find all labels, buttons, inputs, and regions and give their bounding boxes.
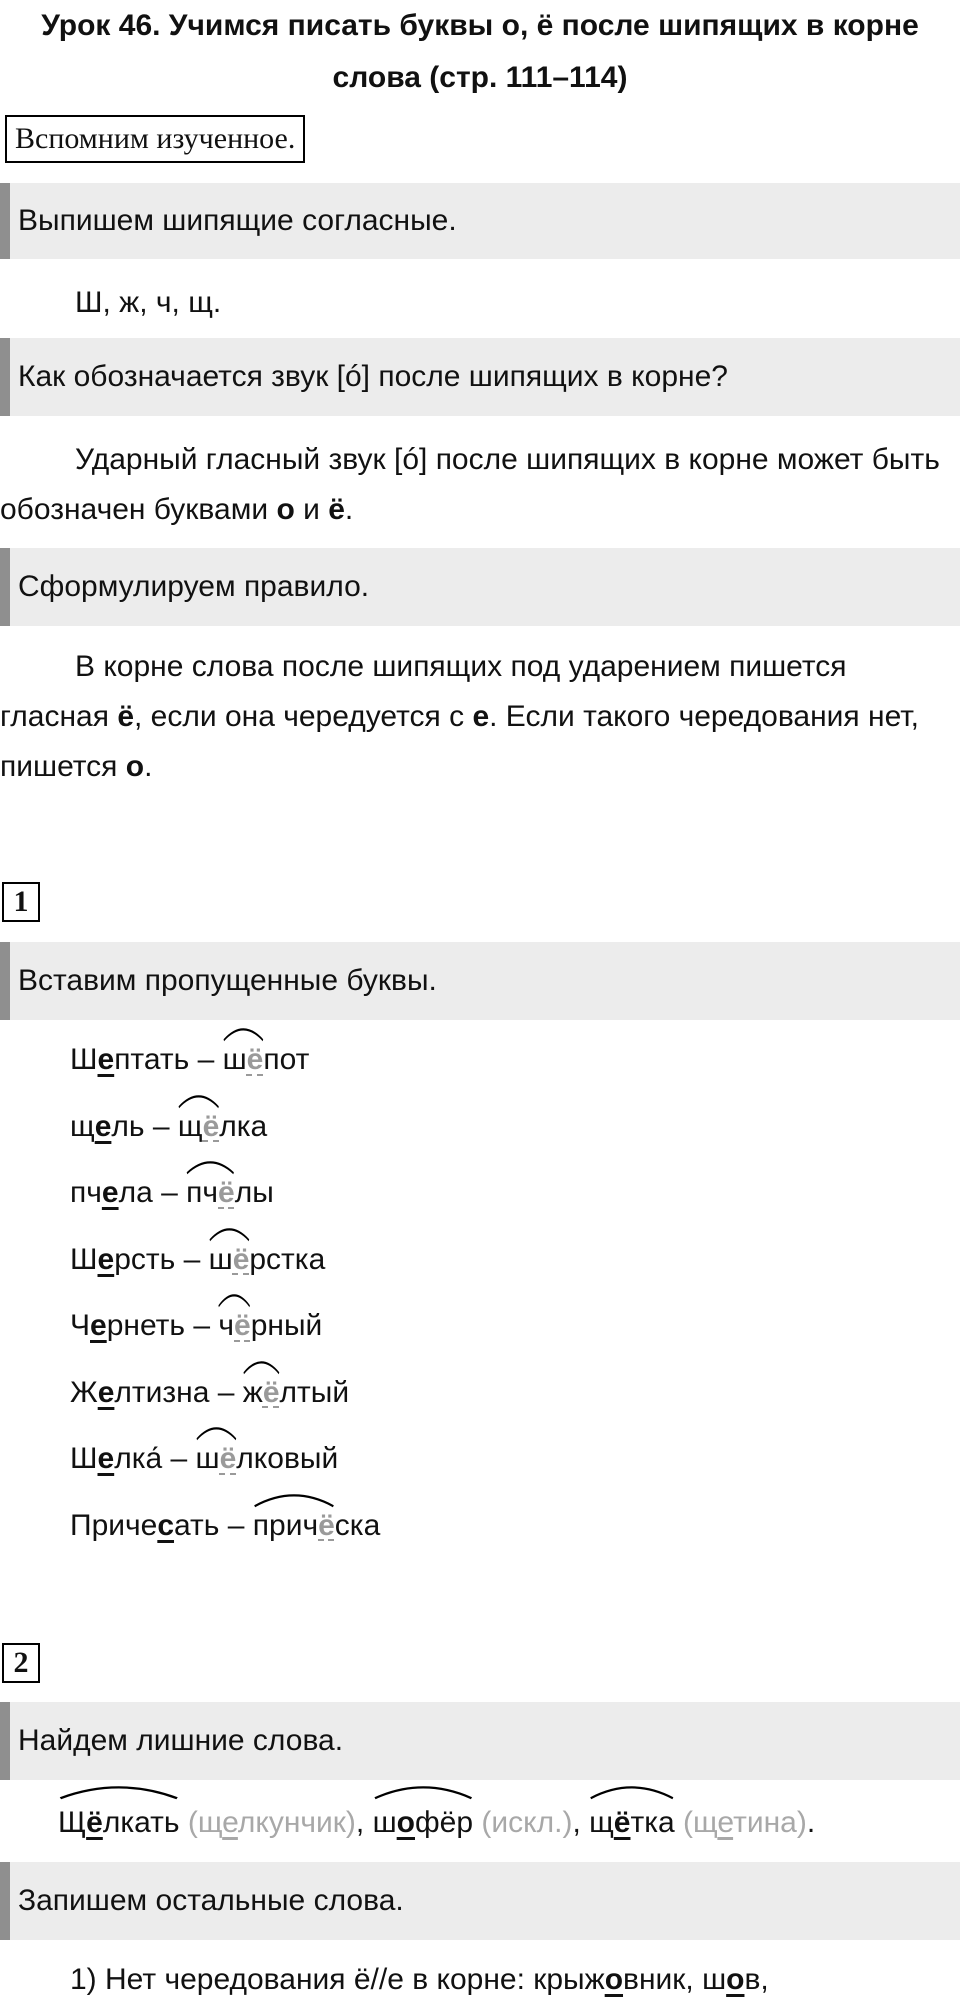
rule-text: , если она чередуется с xyxy=(134,700,473,733)
word-part: рсть xyxy=(114,1242,176,1276)
bold-letter: о xyxy=(276,493,295,526)
root-arc-icon xyxy=(243,1357,280,1375)
check-vowel: ё xyxy=(202,1109,220,1143)
question-text: Выпишем шипящие согласные. xyxy=(18,204,457,237)
dash: – xyxy=(209,1375,243,1409)
word-part: щ xyxy=(177,1109,203,1143)
word-root xyxy=(223,1040,264,1080)
dash: – xyxy=(189,1043,223,1076)
word-pair xyxy=(70,1240,325,1280)
vowel: о xyxy=(604,1963,624,1996)
vowel: о xyxy=(726,1963,745,1996)
word-pair xyxy=(70,1040,309,1080)
word-pair xyxy=(70,1373,349,1413)
check-vowel: ё xyxy=(318,1508,335,1542)
word-part: щ xyxy=(70,1109,95,1143)
hint-vowel: е xyxy=(717,1806,734,1839)
vowel: ё xyxy=(86,1806,103,1839)
word-part: ска xyxy=(334,1508,381,1542)
word-pair xyxy=(70,1306,322,1346)
word-part: рстка xyxy=(249,1242,326,1276)
check-vowel: ё xyxy=(232,1242,250,1276)
bold-letter: ё xyxy=(117,700,134,733)
word-root xyxy=(178,1107,219,1147)
word-part: лтизна xyxy=(114,1375,210,1409)
word-root xyxy=(218,1306,250,1346)
vowel: е xyxy=(97,1442,115,1475)
rule-text: . xyxy=(144,750,153,783)
root-arc-icon xyxy=(253,1490,335,1508)
vowel: е xyxy=(97,1375,115,1409)
vowel: е xyxy=(90,1309,107,1342)
root-arc-icon xyxy=(196,1423,237,1441)
word-part: пот xyxy=(263,1043,310,1076)
word-part: ль xyxy=(111,1109,145,1143)
word-part: ж xyxy=(242,1375,263,1409)
list-item xyxy=(70,1955,769,2000)
word-root xyxy=(209,1240,250,1280)
word-part: лтый xyxy=(279,1375,350,1409)
bold-letter: о xyxy=(125,750,145,783)
answer-text: Ш, ж, ч, щ. xyxy=(75,286,222,319)
bold-letter: е xyxy=(472,700,490,733)
rule-paragraph xyxy=(0,642,960,792)
hint-text: (щ xyxy=(179,1806,223,1839)
vowel: е xyxy=(94,1109,112,1143)
word-part: Ч xyxy=(70,1309,90,1342)
question-bar xyxy=(0,338,960,416)
extra-words-line xyxy=(58,1798,815,1848)
word-part: щ xyxy=(589,1806,614,1839)
word-root xyxy=(373,1798,473,1848)
item-text: 1) Нет чередования ё//е в корне: крыж xyxy=(70,1963,605,1996)
word-part: рный xyxy=(250,1309,323,1342)
question-bar xyxy=(0,548,960,626)
dash: – xyxy=(144,1109,178,1143)
task2-prompt: Найдем лишние слова. xyxy=(18,1724,344,1757)
dash: – xyxy=(175,1242,209,1276)
word-part: лы xyxy=(234,1176,274,1209)
root-arc-icon xyxy=(178,1091,219,1109)
root-arc-icon xyxy=(186,1157,235,1175)
word-part: пч xyxy=(186,1176,218,1209)
task-number-1: 1 xyxy=(2,882,40,922)
task2-prompt2-bar xyxy=(0,1862,960,1940)
root-arc-icon xyxy=(223,1024,264,1042)
check-vowel: ё xyxy=(219,1442,237,1475)
word-root xyxy=(243,1373,280,1413)
answer-paragraph xyxy=(0,435,960,535)
bold-letter: ё xyxy=(328,493,345,526)
word-part: лка́ xyxy=(114,1442,163,1475)
answer-text: и xyxy=(294,493,329,526)
answer-text: Ударный гласный звук [ó] после шипящих в корне может быть обозначен буквами xyxy=(0,443,940,526)
hint-text: лкунчик) xyxy=(237,1806,356,1839)
root-arc-icon xyxy=(218,1290,250,1308)
separator: , xyxy=(355,1806,373,1839)
question-bar xyxy=(0,183,960,259)
item-text: в, xyxy=(744,1963,769,1996)
word-root xyxy=(186,1173,235,1213)
rule-text: . Если такого чередования нет, пишется xyxy=(0,700,920,783)
check-vowel: ё xyxy=(262,1375,280,1409)
vowel: е xyxy=(97,1043,115,1076)
word-pair xyxy=(70,1439,338,1479)
word-part: Ш xyxy=(70,1043,98,1076)
vowel: с xyxy=(157,1508,175,1542)
word-root xyxy=(196,1439,237,1479)
lesson-title-line2: слова (стр. 111–114) xyxy=(332,61,628,94)
word-pair xyxy=(70,1173,274,1213)
word-part: ч xyxy=(218,1309,234,1342)
word-pair xyxy=(70,1506,380,1546)
question-text: Как обозначается звук [ó] после шипящих в корне? xyxy=(18,360,728,393)
word-part: ш xyxy=(195,1442,220,1475)
word-part: Ш xyxy=(70,1242,98,1276)
word-part: фёр xyxy=(415,1806,474,1839)
hint-text: (искл.) xyxy=(473,1806,573,1839)
separator: , xyxy=(572,1806,590,1839)
word-part: ла xyxy=(118,1176,153,1209)
word-root xyxy=(58,1798,180,1848)
rule-text: В корне слова после шипящих под ударением пишется гласная xyxy=(0,650,847,733)
vowel: е xyxy=(101,1176,119,1209)
word-part: ш xyxy=(372,1806,397,1839)
task-number-2: 2 xyxy=(2,1643,40,1683)
word-root xyxy=(253,1506,335,1546)
word-part: ш xyxy=(208,1242,233,1276)
task1-prompt: Вставим пропущенные буквы. xyxy=(18,964,437,997)
lesson-title-line1: Урок 46. Учимся писать буквы о, ё после шипящих в корне xyxy=(41,9,919,42)
check-vowel: ё xyxy=(246,1043,264,1076)
task1-prompt-bar xyxy=(0,942,960,1020)
word-root xyxy=(589,1798,675,1848)
word-part: птать xyxy=(114,1043,190,1076)
recall-label: Вспомним изученное. xyxy=(5,115,305,163)
dash: – xyxy=(152,1176,187,1209)
separator: . xyxy=(806,1806,816,1839)
question-text: Сформулируем правило. xyxy=(18,570,370,603)
item-text: вник, ш xyxy=(623,1963,727,1996)
word-part: тка xyxy=(630,1806,675,1839)
dash: – xyxy=(219,1508,253,1542)
dash: – xyxy=(162,1442,196,1475)
task2-prompt2: Запишем остальные слова. xyxy=(18,1884,404,1917)
hint-text: (щ xyxy=(674,1806,718,1839)
answer-text: . xyxy=(344,493,354,526)
word-part: Приче xyxy=(70,1508,158,1542)
root-arc-icon xyxy=(589,1782,675,1800)
hint-text: тина) xyxy=(733,1806,807,1839)
word-part: Ш xyxy=(70,1442,98,1475)
word-part: лка xyxy=(219,1109,268,1143)
word-part: ш xyxy=(222,1043,247,1076)
word-part: рнеть xyxy=(106,1309,185,1342)
root-arc-icon xyxy=(373,1782,473,1800)
task2-prompt-bar xyxy=(0,1702,960,1780)
check-vowel: ё xyxy=(218,1176,235,1209)
word-part: лковый xyxy=(236,1442,339,1475)
root-arc-icon xyxy=(209,1224,250,1242)
dash: – xyxy=(185,1309,219,1342)
word-part: Щ xyxy=(58,1806,87,1839)
word-part: прич xyxy=(252,1508,319,1542)
vowel: е xyxy=(97,1242,115,1276)
vowel: о xyxy=(396,1806,415,1839)
lesson-title xyxy=(0,0,960,104)
word-part: пч xyxy=(70,1176,102,1209)
vowel: ё xyxy=(613,1806,631,1839)
word-part: ать xyxy=(174,1508,220,1542)
word-part: Ж xyxy=(70,1375,98,1409)
check-vowel: ё xyxy=(234,1309,251,1342)
hint-vowel: е xyxy=(222,1806,238,1839)
word-pair xyxy=(70,1107,267,1147)
word-part: лкать xyxy=(102,1806,180,1839)
root-arc-icon xyxy=(58,1782,180,1800)
